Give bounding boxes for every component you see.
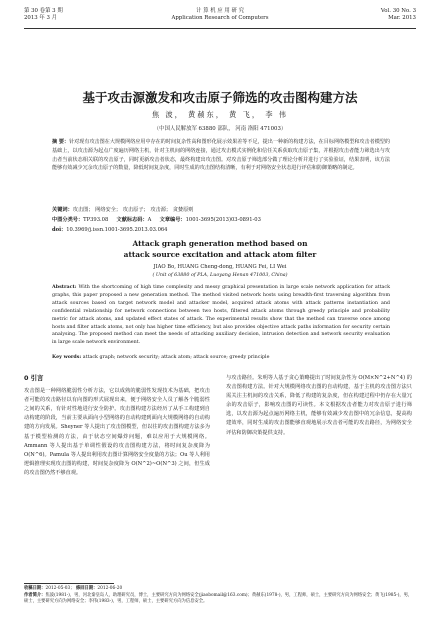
header-month-year: Mar. 2013 xyxy=(388,15,416,21)
paper-title-en xyxy=(0,238,440,260)
header-journal-name xyxy=(24,8,416,22)
paper-title-cn: 基于攻击源激发和攻击原子筛选的攻击图构建方法 xyxy=(82,90,358,105)
affiliation-cn: （中国人民解放军 63880 部队， 河南 洛阳 471003） xyxy=(153,126,287,132)
footnote xyxy=(24,586,414,606)
keywords-en-label: Key words: xyxy=(52,354,82,360)
clc-value: TP393.08 xyxy=(83,217,109,223)
received-label: 收稿日期： xyxy=(24,586,46,591)
clc-label: 中图分类号： xyxy=(52,217,84,223)
doccode-value: A xyxy=(147,217,152,223)
header-journal-en: Application Research of Computers xyxy=(171,15,269,21)
article-no-label: 文章编号： xyxy=(159,217,186,223)
journal-header xyxy=(24,6,416,29)
footnote-divider xyxy=(24,583,114,584)
section-heading-intro: 0 引言 xyxy=(24,374,44,382)
keywords-en-text: attack graph; network security; attack atom; attack source; greedy principle xyxy=(82,355,270,360)
paper-title-en-line1: Attack graph generation method based on xyxy=(132,239,308,248)
paper-title-en-line2: attack source excitation and attack atom filter xyxy=(123,250,317,259)
body-column-right xyxy=(226,374,412,438)
body-text-left: 攻击图是一种网络脆弱性分析方法，它以成熟的脆弱性发现技术为基础，把攻击者可能的攻击路径以有向图的形式展现出来，便于网络安全人员了解各个脆弱性之间的关系，有针对性地进行安全防护。攻击图构建方法经历了从手工构建到自动构建的阶段，当前主要从面向小型网络的自动构建到面向大规模网络的自动构建的方向发展。Sheyner 等人提出了攻击图模型，但以往的攻击图构建方法多为基于模型检测的方法，由于状态空间爆炸问题，难以应用于大规模网络。Ammann 等人提出基于单调性假设的攻击图构建方法，将时间复杂度降为 O(N^6)。Pamula 等人提出利用攻击图计算网络安全度量的方法；Ou 等人利用逻辑推理实现攻击图的构建，时间复杂度降为 O(N^2)~O(N^3) 之间，但生成的攻击图仍然不够直观。 xyxy=(24,388,210,476)
body-text-right: 与攻击路径。朱明等人基于贪心策略提出了时间复杂性为 O(M×N^2+N^4) 的攻击图构建方法。针对大规模网络攻击图的自动构建，基于主机的攻击图方法只需关注主机间的攻击关系，降低了构建的复杂度，但在构建过程中仍存在大量冗余的攻击原子，影响攻击图的可读性。本文根据攻击者能力对攻击原子进行筛选，以攻击源为起点遍历网络主机，能够有效减少攻击图中的冗余信息，提高构建效率，同时生成的攻击图能够直观地展示攻击者可能的攻击路径，为网络安全评估和防御决策提供支持。 xyxy=(226,375,412,436)
abstract-en xyxy=(52,284,390,347)
body-column-left xyxy=(24,374,210,478)
abstract-en-text: With the shortcoming of high time complexity and messy graphical presentation in large scale network application for attack graphs, this paper proposed a new generation method. The method visited network hosts using breadth-first traversing algorithm from attack sources based on target network model and attacker model, acquired attack atoms with attack patterns instantiation and confidential relationship for network connections between two hosts, filtered attack atoms through greedy principle and probability metric for attack atoms, and updated effect states of attack. The experimental results show that the method can traverse once among hosts and filter attack atoms, not only has higher time efficiency, but also provides objective attack paths information for security certain analysing. The proposed method can meet the needs of attacking auxiliary decision, intrusion detection and network security evaluation in large scale network environment. xyxy=(52,285,390,346)
doi-value: 10.3969/j.issn.1001-3695.2013.03.064 xyxy=(66,227,168,233)
author-bio: 焦波(1981-)，男，河北秦皇岛人，助理研究员，博士，主要研究方向为网络安全(jiaobomail@163.com)；黄赪东(1978-)，男，工程师，硕士，主要研究方向为网络安全；黄飞(1985-)，男，硕士，主要研究方向为网络安全；李伟(1983-)，男，工程师，硕士，主要研究方向为信息安全。 xyxy=(24,592,413,605)
article-no-value: 1001-3695(2013)03-0891-03 xyxy=(185,217,261,223)
doi-line xyxy=(52,226,390,233)
header-journal-cn: 计 算 机 应 用 研 究 xyxy=(195,8,245,14)
received-date: 2012-05-03； xyxy=(45,586,75,591)
bio-label: 作者简介： xyxy=(24,592,46,598)
abstract-cn xyxy=(52,138,390,173)
authors-en: JIAO Bo, HUANG Cheng-dong, HUANG Fei, LI Wei xyxy=(153,264,287,270)
abstract-cn-text: 针对现有攻击图在大规模网络应用中存在的时间复杂性高和图形化展示效果差等不足，提出一种新的构建方法，在目标网络模型和攻击者模型的基础上，以攻击源为起点广度遍历网络主机，针对主机间的网络连接，通过攻击模式实例化和信任关系获取攻击原子集，并根据攻击者能力筛选出与攻击者当前状态相关联的攻击原子，同时更新攻击者状态，最终构建出攻击图。对攻击原子筛选部分做了理论分析并进行了实验验证，结果表明，该方法能够有效减少冗余攻击原子的数量，降低时间复杂度，同时生成的攻击图结构清晰，有利于对网络安全状态进行评估和防御策略的制定。 xyxy=(52,139,390,172)
classification-line xyxy=(52,216,390,223)
revised-date: 2012-06-20 xyxy=(97,586,123,591)
keywords-cn-text: 攻击图； 网络安全； 攻击原子； 攻击源； 贪婪原则 xyxy=(72,207,194,213)
header-date: 2013 年 3 月 xyxy=(24,15,58,21)
header-vol-en xyxy=(381,8,416,22)
header-volume: 第 30 卷第 3 期 xyxy=(24,8,63,14)
affiliation-en: ( Unit of 63880 of PLA, Luoyang Henan 471003, China) xyxy=(152,273,288,278)
keywords-cn xyxy=(52,206,390,213)
doi-label: doi： xyxy=(52,227,67,233)
abstract-en-label: Abstract: xyxy=(52,284,77,290)
authors-cn: 焦 波， 黄赪东， 黄 飞， 李 伟 xyxy=(152,110,288,119)
revised-label: 修回日期： xyxy=(75,586,98,591)
abstract-cn-label: 摘 要： xyxy=(52,139,70,145)
keywords-cn-label: 关键词： xyxy=(52,207,73,213)
header-vol-no: Vol. 30 No. 3 xyxy=(380,8,416,14)
keywords-en xyxy=(52,354,390,362)
doccode-label: 文献标志码： xyxy=(116,217,148,223)
